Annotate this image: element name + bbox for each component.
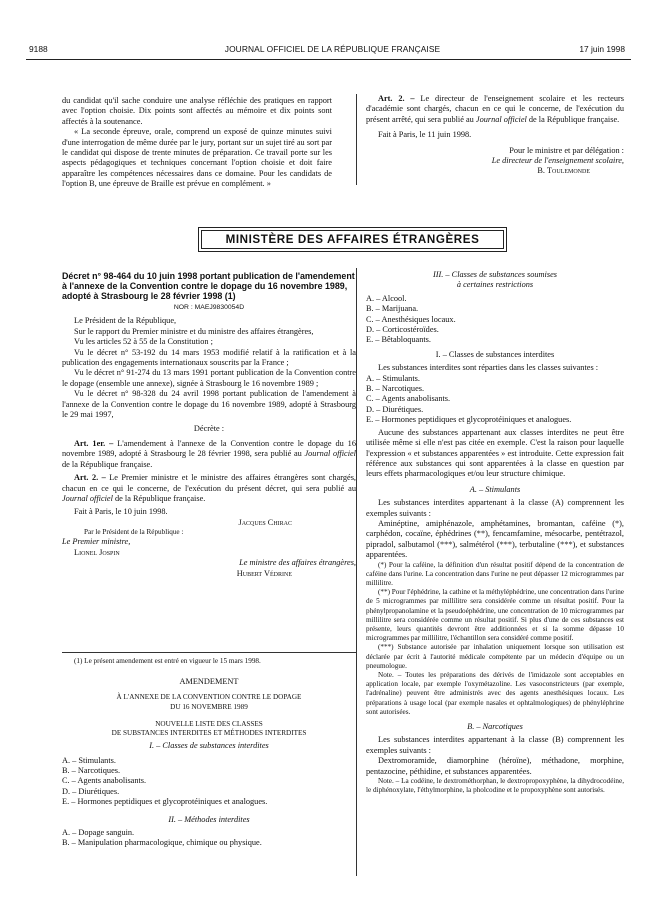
ministry-title: MINISTÈRE DES AFFAIRES ÉTRANGÈRES <box>201 230 504 249</box>
note: (*) Pour la caféine, la définition d'un résultat positif dépend de la concentration de caféine dans l'urine. La concentration dans l'urine ne peut dépasser 12 microgrammes par millilitre. <box>366 560 624 587</box>
done-line: Fait à Paris, le 10 juin 1998. <box>74 507 168 517</box>
article-text: Le directeur de l'enseignement scolaire et les recteurs d'académie sont chargés, chacun en ce qui le concerne, de l'exécution du présent arrêté, qui sera publié au <box>366 94 625 124</box>
par-le-president: Par le Président de la République : <box>84 528 184 537</box>
note: Note. – Toutes les préparations des dérivés de l'imidazole sont acceptables en application locale, par exemple l'oxymétazoline. Les vasoconstricteurs (par exemple, l'adrénaline) peuvent être administrés avec des agents anesthésiques locaux. Les préparations à usage local (par exemple nasales et ophtalmologiques) de phényléphrine sont autorisées. <box>366 671 624 716</box>
signatory: Lionel Jospin <box>74 547 120 557</box>
subsection-heading: A. – Stimulants <box>469 484 521 494</box>
delegation-line: Pour le ministre et par délégation : <box>509 145 624 155</box>
top-left-column <box>62 96 332 190</box>
column-divider <box>356 94 357 185</box>
substance-list: Dextromoramide, diamorphine (héroïne), méthadone, morphine, pentazocine, péthidine, et substances apparentées. <box>366 756 624 776</box>
list-item: A. – Stimulants. <box>62 755 116 765</box>
list-item: A. – Dopage sanguin. <box>62 828 135 838</box>
column-divider <box>356 268 357 876</box>
list-item: E. – Hormones peptidiques et glycoprotéiniques et analogues. <box>62 797 268 807</box>
list-item: C. – Agents anabolisants. <box>62 776 147 786</box>
article-label: Art. 1er. – <box>74 438 114 448</box>
article-label: Art. 2. – <box>378 94 415 103</box>
list-item: D. – Diurétiques. <box>62 786 120 796</box>
footnote-rule <box>62 652 356 653</box>
list-item: D. – Diurétiques. <box>366 404 424 414</box>
paragraph: Les substances interdites appartenant à la classe (A) comprennent les exemples suivants : <box>366 498 624 518</box>
article-label: Art. 2. – <box>74 473 106 483</box>
journal-title: JOURNAL OFFICIEL DE LA RÉPUBLIQUE FRANÇAISE <box>224 44 441 54</box>
footnote: (1) Le présent amendement est entré en vigueur le 15 mars 1998. <box>74 657 261 665</box>
list-heading: DE SUBSTANCES INTERDITES ET MÉTHODES INTERDITES <box>111 729 307 738</box>
signatory: Hubert Védrine <box>236 568 292 578</box>
left-column-lower <box>62 657 356 666</box>
decrete: Décrète : <box>193 424 225 434</box>
decree-title: Décret n° 98-464 du 10 juin 1998 portant publication de l'amendement à l'annexe de la Convention contre le dopage du 16 novembre 1989, adopté à Strasbourg le 28 février 1998 (1) <box>62 271 355 301</box>
right-column <box>366 270 624 795</box>
paragraph: Sur le rapport du Premier ministre et du ministre des affaires étrangères, <box>74 326 314 336</box>
list-item: B. – Narcotiques. <box>366 384 425 394</box>
journal-ref: Journal officiel <box>304 449 356 459</box>
nor-reference: NOR : MAEJ9830054D <box>173 304 245 311</box>
paragraph: Les substances interdites appartenant à la classe (B) comprennent les exemples suivants : <box>366 735 624 755</box>
paragraph: Vu le décret n° 53-192 du 14 mars 1953 modifié relatif à la ratification et à la publication des engagements internationaux souscrits par la France ; <box>62 347 356 368</box>
paragraph: « La seconde épreuve, orale, comprend un exposé de quinze minutes suivi d'une interrogation de même durée par le jury, portant sur un sujet tiré au sort par le candidat qui dispose de trente minutes de préparation. Ce travail porte sur les aspects pédagogiques et techniques concernant l'option choisie et doit faire apparaître les compétences nécessaires dans ce domaine. Pour les candidats de l'option B, une épreuve de Braille est prévue en complément. » <box>62 127 332 189</box>
note: (***) Substance autorisée par inhalation uniquement lorsque son utilisation est déclarée par écrit à l'autorité médicale compétente par un médecin d'équipe ou un pneumologue. <box>366 643 624 670</box>
premier-ministre: Le Premier ministre, <box>62 537 131 547</box>
paragraph: Les substances interdites sont réparties dans les classes suivantes : <box>378 363 599 373</box>
subsection-heading: B. – Narcotiques <box>467 722 523 732</box>
list-item: B. – Manipulation pharmacologique, chimique ou physique. <box>62 838 262 848</box>
paragraph: Vu le décret n° 91-274 du 13 mars 1991 portant publication de la Convention contre le dopage (ensemble une annexe), signée à Strasbourg le 16 novembre 1989 ; <box>62 368 356 388</box>
section-heading: II. – Méthodes interdites <box>168 814 250 824</box>
paragraph: du candidat qu'il sache conduire une analyse réfléchie des pratiques en rapport avec l'option choisie. Dix points sont affectés au mémoire et dix points sont affectés à la soutenance. <box>62 96 332 126</box>
list-item: A. – Alcool. <box>366 293 407 303</box>
journal-ref: Journal officiel <box>475 114 527 124</box>
list-item: E. – Hormones peptidiques et glycoprotéiniques et analogues. <box>366 415 572 425</box>
left-column <box>62 271 356 579</box>
ministre-ae: Le ministre des affaires étrangères, <box>239 558 356 568</box>
page-header <box>0 44 665 58</box>
top-right-column <box>366 94 624 177</box>
article-end: de la République française. <box>62 459 153 469</box>
header-rule <box>26 59 631 60</box>
paragraph: Vu les articles 52 à 55 de la Constitution ; <box>74 337 213 347</box>
article-end: de la République française. <box>115 493 206 503</box>
section-heading: I. – Classes de substances interdites <box>149 741 269 751</box>
page-number: 9188 <box>29 44 48 54</box>
list-item: B. – Narcotiques. <box>62 766 121 776</box>
amendment-block <box>62 677 356 849</box>
list-item: C. – Agents anabolisants. <box>366 394 451 404</box>
annexe-line: DU 16 NOVEMBRE 1989 <box>170 702 248 711</box>
annexe-line: À L'ANNEXE DE LA CONVENTION CONTRE LE DOPAGE <box>116 693 302 702</box>
director-line: Le directeur de l'enseignement scolaire, <box>491 156 624 166</box>
article-end: de la République française. <box>528 114 620 124</box>
list-item: D. – Corticostéroïdes. <box>366 325 439 335</box>
list-item: B. – Marijuana. <box>366 304 419 314</box>
section-heading: I. – Classes de substances interdites <box>435 349 555 359</box>
list-item: E. – Bêtabloquants. <box>366 335 431 345</box>
section-heading: III. – Classes de substances soumises <box>433 270 557 279</box>
list-item: A. – Stimulants. <box>366 373 420 383</box>
done-line: Fait à Paris, le 11 juin 1998. <box>378 130 472 140</box>
signatory: Jacques Chirac <box>238 517 292 527</box>
paragraph: Aucune des substances appartenant aux classes interdites ne peut être utilisée même si elle n'est pas citée en exemple. C'est la raison pour laquelle l'expression « et substances apparentées » est introduite. Cette expression fait référence aux substances qui sont apparentées à la classe en question par leurs effets pharmacologiques et/ou leur structure chimique. <box>366 427 624 479</box>
note: (**) Pour l'éphédrine, la cathine et la méthyléphédrine, une concentration dans l'urine de 5 microgrammes par millilitre sera considérée comme un résultat positif. Pour la phénylpropanolamine et la pseudoéphédrine, une concentration de 10 microgrammes par millilitre sera considérée comme un résultat positif. Si plus d'une de ces substances est présente, leurs quantités devront être additionnées et si la somme dépasse 10 microgrammes par millilitre, l'échantillon sera considéré comme positif. <box>366 588 624 643</box>
article-text: Le Premier ministre et le ministre des affaires étrangères sont chargés, chacun en ce qui le concerne, de l'exécution du présent décret, qui sera publié au <box>62 473 357 493</box>
paragraph: Le Président de la République, <box>74 316 177 326</box>
list-heading: NOUVELLE LISTE DES CLASSES <box>155 719 263 728</box>
note: Note. – La codéine, le dextrométhorphan, le dextropropoxyphène, la dihydrocodéine, le diphénoxylate, l'éthylmorphine, la pholcodine et le propoxyphène sont autorisés. <box>366 777 624 795</box>
section-heading: à certaines restrictions <box>456 280 534 290</box>
journal-ref: Journal officiel <box>62 493 113 503</box>
amendment-heading: AMENDEMENT <box>179 677 239 686</box>
substance-list: Aminéptine, amiphénazole, amphétamines, bromantan, caféine (*), carphédon, cocaïne, éphédrines (**), fencamfamine, mésocarbe, pentétrazol, pipradol, salbutamol (***), salmétérol (***), terbutaline (***), et substances apparentées. <box>366 518 624 560</box>
article-text: L'amendement à l'annexe de la Convention contre le dopage du 16 novembre 1989, adopté à Strasbourg le 28 février 1998, sera publié au <box>62 438 356 459</box>
paragraph: Vu le décret n° 98-328 du 24 avril 1998 portant publication de l'amendement à l'annexe de la Convention contre le dopage du 16 novembre 1989, adopté à Strasbourg le 29 mai 1997, <box>62 389 356 420</box>
list-item: C. – Anesthésiques locaux. <box>366 314 456 324</box>
issue-date: 17 juin 1998 <box>579 44 625 54</box>
ministry-banner <box>198 227 507 252</box>
signatory: B. Toulemonde <box>537 166 590 176</box>
